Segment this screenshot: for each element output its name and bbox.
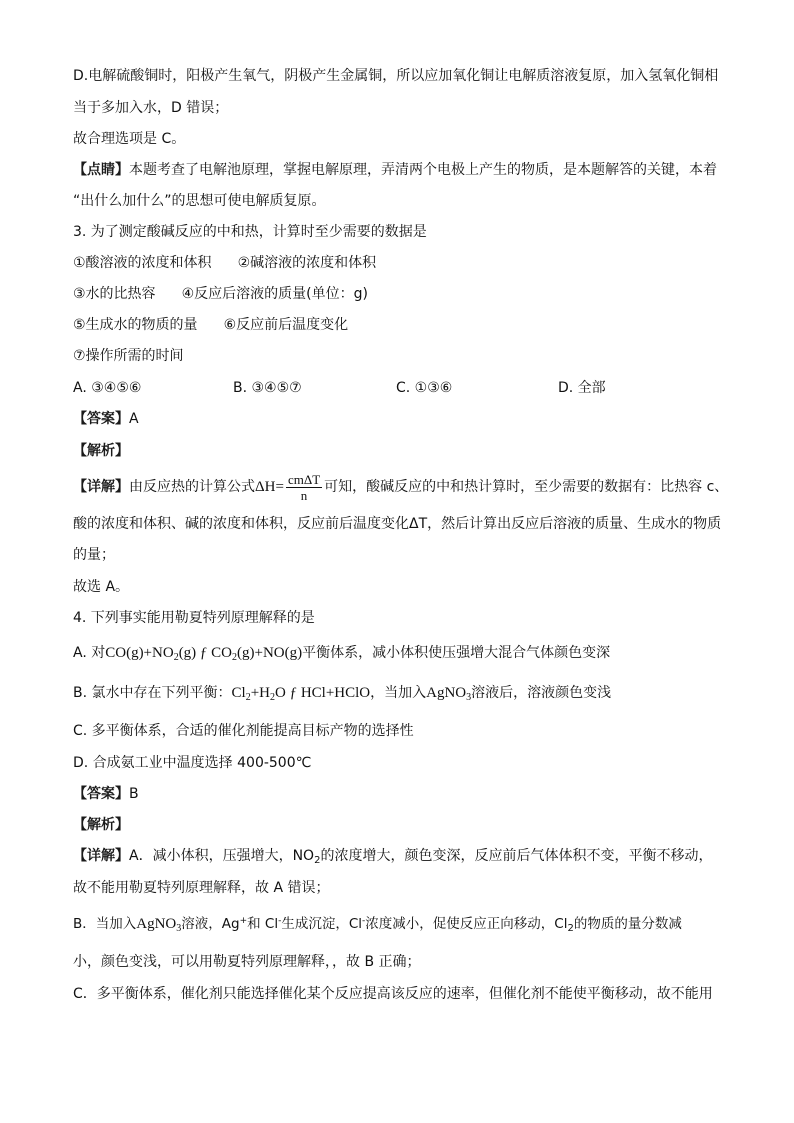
q3-detail-line-1 — [73, 467, 728, 507]
q3-option-b: B. ③④⑤⑦ — [233, 380, 302, 396]
formula-lhs: ΔH= — [255, 479, 284, 495]
detail-text-pre: 由反应热的计算公式 — [129, 479, 255, 495]
detail-text-pre: A．减小体积，压强增大，NO — [129, 848, 315, 864]
q4-detail-b-line-2: 小，颜色变浅，可以用勒夏特列原理解释，，故 B 正确； — [73, 954, 421, 970]
detail-text-post: 的浓度增大，颜色变深，反应前后气体体积不变，平衡不移动， — [320, 848, 713, 864]
q4-option-b — [73, 683, 611, 703]
q4-option-a — [73, 643, 610, 663]
b-sup-2: - — [278, 916, 282, 926]
b-reagent-formula: AgNO — [136, 916, 177, 932]
q3-item-1: ①酸溶液的浓度和体积 — [73, 255, 212, 271]
q4-option-a-equation — [105, 645, 302, 661]
q3-item-4: ④反应后溶液的质量(单位：g) — [181, 286, 368, 302]
eq-sub-2: 2 — [232, 652, 238, 663]
eq-sub-2: 2 — [270, 692, 275, 703]
eq-part-3: (g)+NO(g) — [237, 645, 303, 661]
b-reagent-sub: 3 — [176, 923, 182, 934]
q4-stem: 4. 下列事实能用勒夏特列原理解释的是 — [73, 610, 315, 626]
q3-items-row-3 — [73, 315, 348, 335]
eq-part-3: O ƒ HCl+HClO — [275, 685, 371, 701]
comment-label: 【点睛】 — [73, 162, 129, 178]
q3-item-3: ③水的比热容 — [73, 286, 156, 302]
detail-text-post: 可知，酸碱反应的中和热计算时，至少需要的数据有：比热容 c、 — [324, 479, 729, 495]
q4-option-d: D. 合成氨工业中温度选择 400-500℃ — [73, 755, 312, 771]
q3-item-6: ⑥反应前后温度变化 — [223, 317, 349, 333]
q3-detail-line-3: 的量； — [73, 547, 115, 563]
eq-part-1: Cl — [231, 685, 246, 701]
q3-item-5: ⑤生成水的物质的量 — [73, 317, 198, 333]
answer-label: 【答案】 — [73, 786, 129, 802]
formula-numerator: cmΔT — [287, 471, 321, 487]
q3-options — [73, 378, 723, 398]
detail-label: 【详解】 — [73, 848, 129, 864]
q4-detail-c-line: C．多平衡体系，催化剂只能选择催化某个反应提高该反应的速率，但催化剂不能使平衡移动，故不能用 — [73, 986, 713, 1002]
b-text-5: 浓度减小，促使反应正向移动，Cl — [365, 916, 568, 932]
q3-items-row-2 — [73, 284, 368, 304]
q4-option-b-text: 溶液后，溶液颜色变浅 — [471, 685, 612, 701]
b-text-3: 和 Cl — [247, 916, 279, 932]
eq-sub-1: 2 — [173, 652, 179, 663]
b-text-1: B．当加入 — [73, 916, 137, 932]
q2-conclusion: 故合理选项是 C。 — [73, 131, 186, 147]
q3-detail-line-2: 酸的浓度和体积、碱的浓度和体积，反应前后温度变化ΔT，然后计算出反应后溶液的质量、生成水的物质 — [73, 516, 722, 532]
b-sup-1: + — [239, 916, 248, 926]
q4-option-a-text: 平衡体系，减小体积使压强增大混合气体颜色变深 — [302, 645, 611, 661]
q3-items-row-1 — [73, 253, 376, 273]
answer-label: 【答案】 — [73, 411, 129, 427]
q4-option-b-prefix: B. 氯水中存在下列平衡： — [73, 685, 232, 701]
b-text-6: 的物质的量分数减 — [573, 916, 682, 932]
b-sup-3: - — [362, 916, 366, 926]
q2-comment-line-1 — [73, 160, 717, 180]
b-sub-2: 2 — [567, 923, 574, 934]
q4-option-a-prefix: A. 对 — [73, 645, 106, 661]
formula-denominator: n — [300, 487, 308, 503]
q3-option-a: A. ③④⑤⑥ — [73, 380, 142, 396]
eq-part-1: CO(g)+NO — [105, 645, 174, 661]
q3-item-2: ②碱溶液的浓度和体积 — [237, 255, 377, 271]
q4-option-b-mid: ，当加入 — [370, 685, 427, 701]
d-explanation-line-2: 当于多加入水，D 错误； — [73, 100, 229, 116]
q3-item-7: ⑦操作所需的时间 — [73, 348, 184, 364]
q3-conclusion: 故选 A。 — [73, 579, 130, 595]
q4-option-b-equation — [232, 685, 371, 701]
detail-sub: 2 — [314, 855, 321, 866]
q3-answer — [73, 409, 139, 429]
detail-label: 【详解】 — [73, 479, 129, 495]
reagent-sub: 3 — [466, 692, 472, 703]
q3-option-d: D. 全部 — [558, 380, 606, 396]
answer-value: B — [129, 786, 139, 802]
b-reagent — [136, 916, 181, 932]
eq-sub-1: 2 — [245, 692, 251, 703]
b-text-4: 生成沉淀，Cl — [281, 916, 363, 932]
q4-detail-line-1 — [73, 846, 712, 866]
d-explanation-line-1: D.电解硫酸铜时，阳极产生氧气，阴极产生金属铜，所以应加氧化铜让电解质溶液复原，加入氢氧化铜相 — [73, 68, 719, 84]
q4-detail-b-line-1 — [73, 914, 682, 934]
q4-option-b-reagent — [426, 685, 471, 701]
q3-stem: 3. 为了测定酸碱反应的中和热，计算时至少需要的数据是 — [73, 224, 427, 240]
answer-value: A — [129, 411, 139, 427]
q2-comment-line-2: “出什么加什么”的思想可使电解质复原。 — [73, 193, 326, 209]
q3-analysis-label: 【解析】 — [73, 443, 129, 459]
comment-text: 本题考查了电解池原理，掌握电解原理，弄清两个电极上产生的物质，是本题解答的关键，本着 — [129, 162, 717, 178]
eq-part-2: (g) ƒ CO — [178, 645, 233, 661]
formula-fraction — [286, 472, 322, 503]
q4-answer — [73, 784, 139, 804]
q4-analysis-label: 【解析】 — [73, 817, 129, 833]
b-text-2: 溶液，Ag — [181, 916, 240, 932]
q4-detail-line-2: 故不能用勒夏特列原理解释，故 A 错误； — [73, 880, 330, 896]
eq-part-2: +H — [250, 685, 270, 701]
q4-option-c: C. 多平衡体系，合适的催化剂能提高目标产物的选择性 — [73, 723, 414, 739]
reagent-formula: AgNO — [426, 685, 467, 701]
q3-option-c: C. ①③⑥ — [396, 380, 453, 396]
